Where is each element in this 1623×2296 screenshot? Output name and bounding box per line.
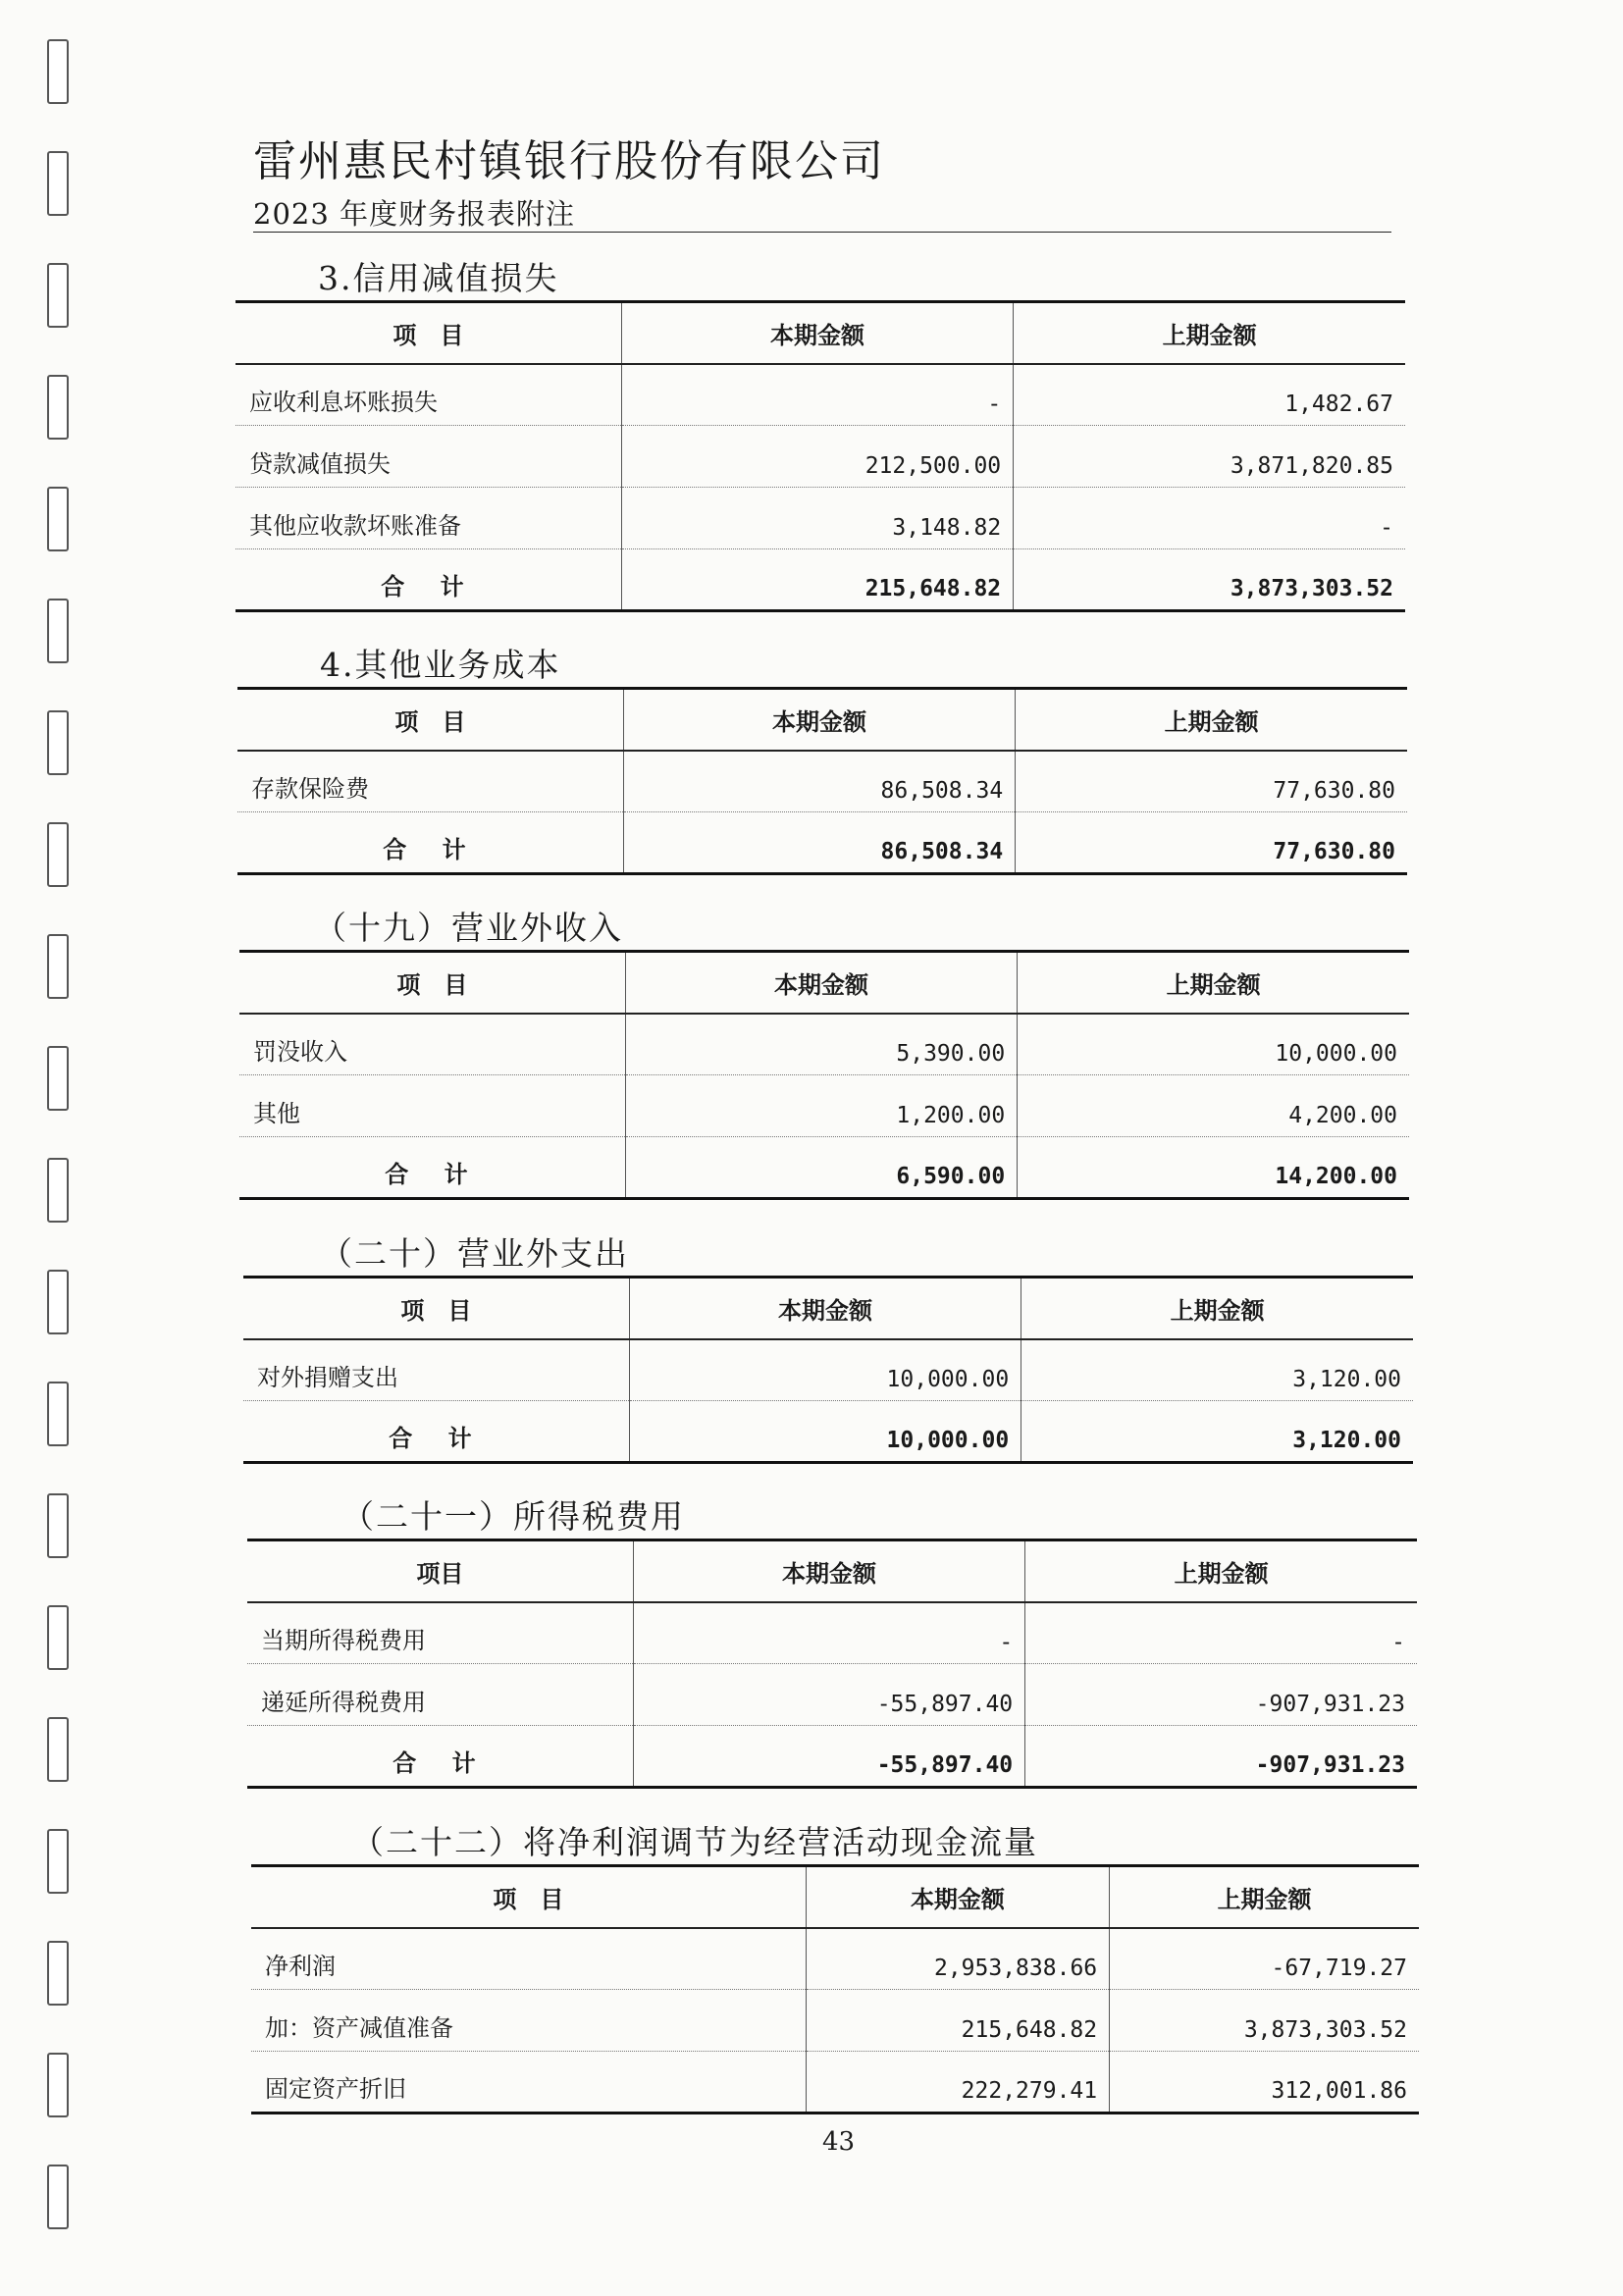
table-row [247,1664,1417,1726]
table-row [236,426,1405,488]
row-prior: 77,630.80 [1016,751,1407,812]
section-non-operating-income [239,907,1409,1200]
table-row [237,751,1407,812]
row-current: 1,200.00 [625,1075,1017,1137]
row-label: 固定资产折旧 [251,2052,806,2113]
row-current: - [633,1602,1024,1664]
binding-hole [47,1046,69,1111]
col-header-item: 项 目 [251,1866,806,1928]
row-prior: 3,120.00 [1021,1339,1413,1401]
binding-hole [47,822,69,887]
col-header-current: 本期金额 [625,952,1017,1014]
binding-hole [47,1382,69,1446]
total-prior: 77,630.80 [1016,812,1407,874]
binding-hole [47,39,69,104]
binding-hole [47,151,69,216]
row-current: - [621,364,1013,426]
section-credit-impairment [236,257,1405,612]
col-header-item: 项 目 [236,302,621,364]
row-label: 净利润 [251,1928,806,1990]
col-header-prior: 上期金额 [1110,1866,1419,1928]
row-label: 其他应收款坏账准备 [236,488,621,549]
col-header-current: 本期金额 [629,1278,1021,1339]
binding-hole [47,1717,69,1782]
row-current: 215,648.82 [806,1990,1109,2052]
section-title: 3.信用减值损失 [318,259,559,297]
binding-hole [47,487,69,551]
total-prior: 3,873,303.52 [1014,549,1405,611]
row-prior: 4,200.00 [1018,1075,1409,1137]
table-row [239,1075,1409,1137]
table-row [236,364,1405,426]
credit-impairment-table [236,300,1405,612]
binding-hole [47,710,69,775]
section-title: （二十一）所得税费用 [341,1497,685,1536]
col-header-item: 项 目 [239,952,625,1014]
binding-hole [47,2053,69,2117]
table-row [251,1928,1419,1990]
section-non-operating-expense [243,1232,1413,1464]
binding-hole [47,263,69,328]
col-header-current: 本期金额 [806,1866,1109,1928]
row-current: 212,500.00 [621,426,1013,488]
col-header-prior: 上期金额 [1018,952,1409,1014]
total-current: 215,648.82 [621,549,1013,611]
binding-hole [47,599,69,663]
section-cash-flow-reconciliation [251,1821,1419,2114]
binding-holes [47,39,71,2276]
col-header-current: 本期金额 [623,689,1015,751]
total-row [243,1401,1413,1463]
table-row [251,1990,1419,2052]
binding-hole [47,1829,69,1894]
row-label: 贷款减值损失 [236,426,621,488]
table-row [243,1339,1413,1401]
binding-hole [47,1270,69,1334]
row-label: 存款保险费 [237,751,623,812]
row-label: 加：资产减值准备 [251,1990,806,2052]
total-label: 合 计 [247,1726,633,1788]
row-current: -55,897.40 [633,1664,1024,1726]
col-header-item: 项目 [247,1540,633,1602]
section-title: （二十二）将净利润调节为经营活动现金流量 [351,1823,1038,1861]
total-label: 合 计 [243,1401,629,1463]
row-label: 其他 [239,1075,625,1137]
row-prior: 3,871,820.85 [1014,426,1405,488]
table-header-row [251,1866,1419,1928]
total-label: 合 计 [236,549,621,611]
other-business-cost-table [237,687,1407,875]
row-prior: - [1025,1602,1417,1664]
total-row [236,549,1405,611]
row-current: 10,000.00 [629,1339,1021,1401]
row-prior: 10,000.00 [1018,1014,1409,1075]
total-current: 86,508.34 [623,812,1015,874]
col-header-current: 本期金额 [621,302,1013,364]
table-header-row [247,1540,1417,1602]
total-label: 合 计 [239,1137,625,1199]
row-current: 2,953,838.66 [806,1928,1109,1990]
table-header-row [243,1278,1413,1339]
row-prior: - [1014,488,1405,549]
total-row [237,812,1407,874]
row-prior: 1,482.67 [1014,364,1405,426]
binding-hole [47,1941,69,2006]
table-header-row [237,689,1407,751]
row-prior: 312,001.86 [1110,2052,1419,2113]
row-current: 86,508.34 [623,751,1015,812]
col-header-item: 项 目 [243,1278,629,1339]
header-divider [253,232,1391,233]
binding-hole [47,2165,69,2229]
company-name: 雷州惠民村镇银行股份有限公司 [253,136,885,186]
non-operating-income-table [239,950,1409,1200]
binding-hole [47,934,69,999]
table-row [251,2052,1419,2113]
binding-hole [47,1605,69,1670]
section-title: （十九）营业外收入 [314,909,623,947]
table-header-row [236,302,1405,364]
table-row [236,488,1405,549]
total-prior: 3,120.00 [1021,1401,1413,1463]
row-label: 当期所得税费用 [247,1602,633,1664]
row-current: 3,148.82 [621,488,1013,549]
table-row [239,1014,1409,1075]
row-label: 对外捐赠支出 [243,1339,629,1401]
binding-hole [47,1493,69,1558]
total-current: -55,897.40 [633,1726,1024,1788]
section-income-tax [247,1495,1417,1789]
col-header-prior: 上期金额 [1016,689,1407,751]
total-current: 6,590.00 [625,1137,1017,1199]
total-prior: -907,931.23 [1025,1726,1417,1788]
income-tax-table [247,1539,1417,1789]
section-title: 4.其他业务成本 [320,646,561,684]
page-number: 43 [822,2127,856,2157]
section-other-business-cost [237,644,1407,875]
cash-flow-reconciliation-table [251,1864,1419,2114]
table-row [247,1602,1417,1664]
section-title: （二十）营业外支出 [320,1234,629,1273]
row-prior: -67,719.27 [1110,1928,1419,1990]
row-prior: -907,931.23 [1025,1664,1417,1726]
binding-hole [47,1158,69,1223]
col-header-current: 本期金额 [633,1540,1024,1602]
total-current: 10,000.00 [629,1401,1021,1463]
total-row [247,1726,1417,1788]
row-label: 应收利息坏账损失 [236,364,621,426]
total-label: 合 计 [237,812,623,874]
row-label: 罚没收入 [239,1014,625,1075]
total-prior: 14,200.00 [1018,1137,1409,1199]
row-current: 5,390.00 [625,1014,1017,1075]
row-current: 222,279.41 [806,2052,1109,2113]
row-label: 递延所得税费用 [247,1664,633,1726]
table-header-row [239,952,1409,1014]
binding-hole [47,375,69,440]
col-header-prior: 上期金额 [1025,1540,1417,1602]
report-title: 2023 年度财务报表附注 [253,197,576,231]
row-prior: 3,873,303.52 [1110,1990,1419,2052]
col-header-prior: 上期金额 [1014,302,1405,364]
non-operating-expense-table [243,1276,1413,1464]
total-row [239,1137,1409,1199]
col-header-prior: 上期金额 [1021,1278,1413,1339]
col-header-item: 项 目 [237,689,623,751]
